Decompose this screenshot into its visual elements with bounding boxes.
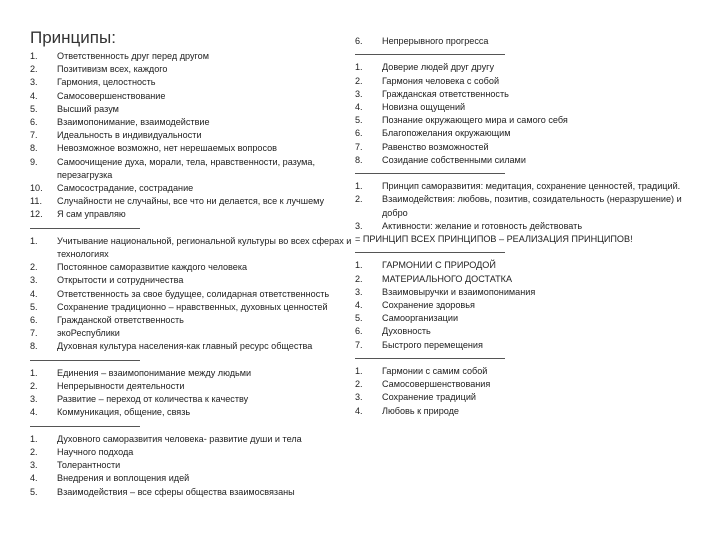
list-item-text: Высший разум xyxy=(57,103,119,114)
list-item-text: Невозможное возможно, нет нерешаемых вопросов xyxy=(57,143,278,154)
list-item-number: 4. xyxy=(30,407,38,418)
list-item-text: Ответственность за свое будущее, солидарная ответственность xyxy=(57,288,330,299)
list-item-number: 2. xyxy=(355,75,363,86)
list-item xyxy=(30,142,360,155)
list-item xyxy=(30,195,360,208)
list-item-text: Сохранение традиционно – нравственных, духовных ценностей xyxy=(57,301,328,312)
list-item xyxy=(355,405,705,418)
list-item xyxy=(355,154,705,167)
list-item-text: Единения – взаимопонимание между людьми xyxy=(57,367,252,378)
list-item xyxy=(30,90,360,103)
summary-line: = ПРИНЦИП ВСЕХ ПРИНЦИПОВ – РЕАЛИЗАЦИЯ ПРИНЦИПОВ! xyxy=(355,234,633,245)
list-item-text: Взаимодействия – все сферы общества взаимосвязаны xyxy=(57,486,295,497)
list-item-number: 10. xyxy=(30,183,43,194)
list-item-text: Научного подхода xyxy=(57,447,134,458)
list-item-text: Познание окружающего мира и самого себя xyxy=(382,115,568,126)
list-item-text: Непрерывности деятельности xyxy=(57,381,185,392)
list-item-text: Принцип саморазвития: медитация, сохранение ценностей, традиций. xyxy=(382,181,681,192)
list-item xyxy=(355,299,705,312)
list-item-number: 3. xyxy=(355,220,363,231)
section-divider xyxy=(355,167,705,180)
list-item xyxy=(30,156,360,182)
list-item xyxy=(355,61,705,74)
list-item-number: 4. xyxy=(30,288,38,299)
list-item-number: 5. xyxy=(30,103,38,114)
list-item-number: 3. xyxy=(30,460,38,471)
list-item-text: Гражданской ответственность xyxy=(57,315,184,326)
list-item-text: Благопожелания окружающим xyxy=(382,128,511,139)
list-item-number: 3. xyxy=(355,286,363,297)
list-item-number: 1. xyxy=(355,366,363,377)
list-item-text: Духовность xyxy=(382,326,431,337)
section-divider xyxy=(355,246,705,259)
list-item-number: 11. xyxy=(30,196,42,207)
list-item-text: Взаимопонимание, взаимодействие xyxy=(57,117,210,128)
list-item-text: Ответственность друг перед другом xyxy=(57,51,209,61)
divider-line xyxy=(30,228,140,229)
list-item-text: Сохранение здоровья xyxy=(382,300,475,311)
list-item xyxy=(30,446,360,459)
list-item-number: 3. xyxy=(355,392,363,403)
list-item-number: 1. xyxy=(355,260,363,271)
list-item-text: Идеальность в индивидуальности xyxy=(57,130,202,141)
list-item xyxy=(355,141,705,154)
list-item-number: 6. xyxy=(355,326,363,337)
list-item-number: 2. xyxy=(30,262,38,273)
list-item-number: 5. xyxy=(355,313,363,324)
list-item-number: 4. xyxy=(355,102,363,112)
list-item-number: 6. xyxy=(355,128,363,139)
list-item xyxy=(30,103,360,116)
list-item-number: 12. xyxy=(30,209,43,220)
list-item xyxy=(30,261,360,274)
list-item-number: 3. xyxy=(30,394,38,405)
list-item-text: ГАРМОНИИ С ПРИРОДОЙ xyxy=(382,260,496,271)
list-item-text: Равенство возможностей xyxy=(382,141,489,152)
list-item xyxy=(355,180,705,193)
list-item-text: Духовного саморазвития человека- развитие души и тела xyxy=(57,433,302,444)
list-item xyxy=(355,391,705,404)
list-item-number: 2. xyxy=(30,64,38,75)
list-item-text: МАТЕРИАЛЬНОГО ДОСТАТКА xyxy=(382,273,513,284)
list-item-number: 7. xyxy=(355,339,363,350)
list-item xyxy=(30,380,360,393)
list-item xyxy=(355,378,705,391)
list-item-text: Гармонии с самим собой xyxy=(382,366,488,377)
list-item-text: Самоочищение духа, морали, тела, нравственности, разума, перезагрузка xyxy=(57,156,316,180)
section-divider xyxy=(355,352,705,365)
list-item-text: Гармония, целостность xyxy=(57,77,156,88)
list-item-number: 8. xyxy=(30,143,38,154)
list-item-number: 6. xyxy=(355,36,363,46)
list-item xyxy=(355,75,705,88)
list-item-number: 1. xyxy=(30,51,38,61)
list-item xyxy=(30,274,360,287)
list-item-number: 4. xyxy=(355,300,363,311)
list-item-number: 5. xyxy=(355,115,363,126)
section-divider xyxy=(30,420,360,433)
list-item-number: 4. xyxy=(30,90,38,101)
list-item-text: Любовь к природе xyxy=(382,405,459,416)
list-item-text: Гражданская ответственность xyxy=(382,88,509,99)
list-item xyxy=(355,101,705,114)
list-item-text: Быстрого перемещения xyxy=(382,339,483,350)
list-item-number: 2. xyxy=(355,194,363,205)
list-item-text: Внедрения и воплощения идей xyxy=(57,473,190,484)
list-item-text: Гармония человека с собой xyxy=(382,75,500,86)
list-item-text: Постоянное саморазвитие каждого человека xyxy=(57,262,248,273)
list-item xyxy=(30,129,360,142)
list-item-text: Позитивизм всех, каждого xyxy=(57,64,168,75)
divider-line xyxy=(30,360,140,361)
list-item-number: 7. xyxy=(355,141,363,152)
list-item-text: Сохранение традиций xyxy=(382,392,476,403)
list-item xyxy=(30,288,360,301)
divider-line xyxy=(355,54,505,55)
list-item-text: Открытости и сотрудничества xyxy=(57,275,184,286)
list-item xyxy=(355,88,705,101)
list-item xyxy=(30,116,360,129)
list-item xyxy=(355,286,705,299)
list-item-number: 2. xyxy=(30,447,38,458)
list-item-number: 4. xyxy=(30,473,38,484)
list-item-text: Взаимовыручки и взаимопонимания xyxy=(382,286,536,297)
list-item-text: Самосовершенствования xyxy=(382,379,491,390)
list-item-text: Духовная культура населения-как главный ресурс общества xyxy=(57,341,313,352)
list-item xyxy=(30,182,360,195)
list-item-text: Я сам управляю xyxy=(57,209,126,220)
list-item-text: Случайности не случайны, все что ни делается, все к лучшему xyxy=(57,196,325,207)
list-item xyxy=(30,459,360,472)
divider-line xyxy=(355,252,505,253)
list-item-number: 8. xyxy=(355,154,363,165)
list-item xyxy=(355,127,705,140)
list-item-number: 6. xyxy=(30,117,38,128)
list-item-text: Коммуникация, общение, связь xyxy=(57,407,191,418)
section-divider xyxy=(30,354,360,367)
right-column xyxy=(355,35,705,418)
list-item-number: 7. xyxy=(30,328,38,339)
list-item xyxy=(355,220,705,233)
list-item xyxy=(355,35,705,48)
list-item-number: 1. xyxy=(30,433,38,444)
list-item xyxy=(30,301,360,314)
list-item-number: 1. xyxy=(355,181,363,192)
list-item xyxy=(30,340,360,353)
list-item-number: 7. xyxy=(30,130,38,141)
list-item-number: 2. xyxy=(355,273,363,284)
list-item xyxy=(30,314,360,327)
list-item-number: 3. xyxy=(30,275,38,286)
list-item-text: Развитие – переход от количества к качеству xyxy=(57,394,249,405)
divider-line xyxy=(355,173,505,174)
left-column xyxy=(30,50,360,499)
list-item xyxy=(30,433,360,446)
list-item-text: Созидание собственными силами xyxy=(382,154,526,165)
list-item xyxy=(355,325,705,338)
list-item-number: 1. xyxy=(355,62,363,73)
list-item xyxy=(30,406,360,419)
list-item xyxy=(30,367,360,380)
list-item-number: 4. xyxy=(355,405,363,416)
section-divider xyxy=(30,222,360,235)
list-item xyxy=(30,208,360,221)
list-item-text: Самосострадание, сострадание xyxy=(57,183,194,194)
list-item xyxy=(30,50,360,63)
list-item-text: Взаимодействия: любовь, позитив, созидательность (неразрушение) и добро xyxy=(382,194,682,218)
list-item xyxy=(355,114,705,127)
list-item xyxy=(30,486,360,499)
list-item-text: Непрерывного прогресса xyxy=(382,36,489,46)
list-item xyxy=(355,259,705,272)
list-item-number: 3. xyxy=(355,88,363,99)
list-item-text: Самосовершенствование xyxy=(57,90,166,101)
list-item-text: Новизна ощущений xyxy=(382,102,466,112)
list-item-number: 8. xyxy=(30,341,38,352)
list-item-number: 6. xyxy=(30,315,38,326)
list-item-text: Доверие людей друг другу xyxy=(382,62,495,73)
page-title: Принципы: xyxy=(30,28,116,47)
list-item xyxy=(355,312,705,325)
list-item-number: 2. xyxy=(30,381,38,392)
list-item-text: Учитывание национальной, региональной культуры во всех сферах и технологиях xyxy=(57,235,352,260)
list-item-text: Самоорганизации xyxy=(382,313,459,324)
list-item-number: 5. xyxy=(30,486,38,497)
list-item-text: Активности: желание и готовность действовать xyxy=(382,220,583,231)
list-item xyxy=(30,393,360,406)
list-item-number: 1. xyxy=(30,235,38,246)
list-item xyxy=(355,365,705,378)
list-item xyxy=(30,327,360,340)
divider-line xyxy=(30,426,140,427)
list-item xyxy=(30,472,360,485)
section-divider xyxy=(355,48,705,61)
list-item xyxy=(355,339,705,352)
list-item-number: 5. xyxy=(30,301,38,312)
list-item xyxy=(30,76,360,89)
divider-line xyxy=(355,358,505,359)
list-item xyxy=(30,235,360,261)
list-item xyxy=(355,273,705,286)
list-item-text: Толерантности xyxy=(57,460,121,471)
list-item xyxy=(355,193,705,219)
list-item-number: 2. xyxy=(355,379,363,390)
list-item-text: экоРеспублики xyxy=(57,328,120,339)
list-item-number: 1. xyxy=(30,367,38,378)
list-item-number: 9. xyxy=(30,156,38,167)
list-item xyxy=(30,63,360,76)
list-item-number: 3. xyxy=(30,77,38,88)
